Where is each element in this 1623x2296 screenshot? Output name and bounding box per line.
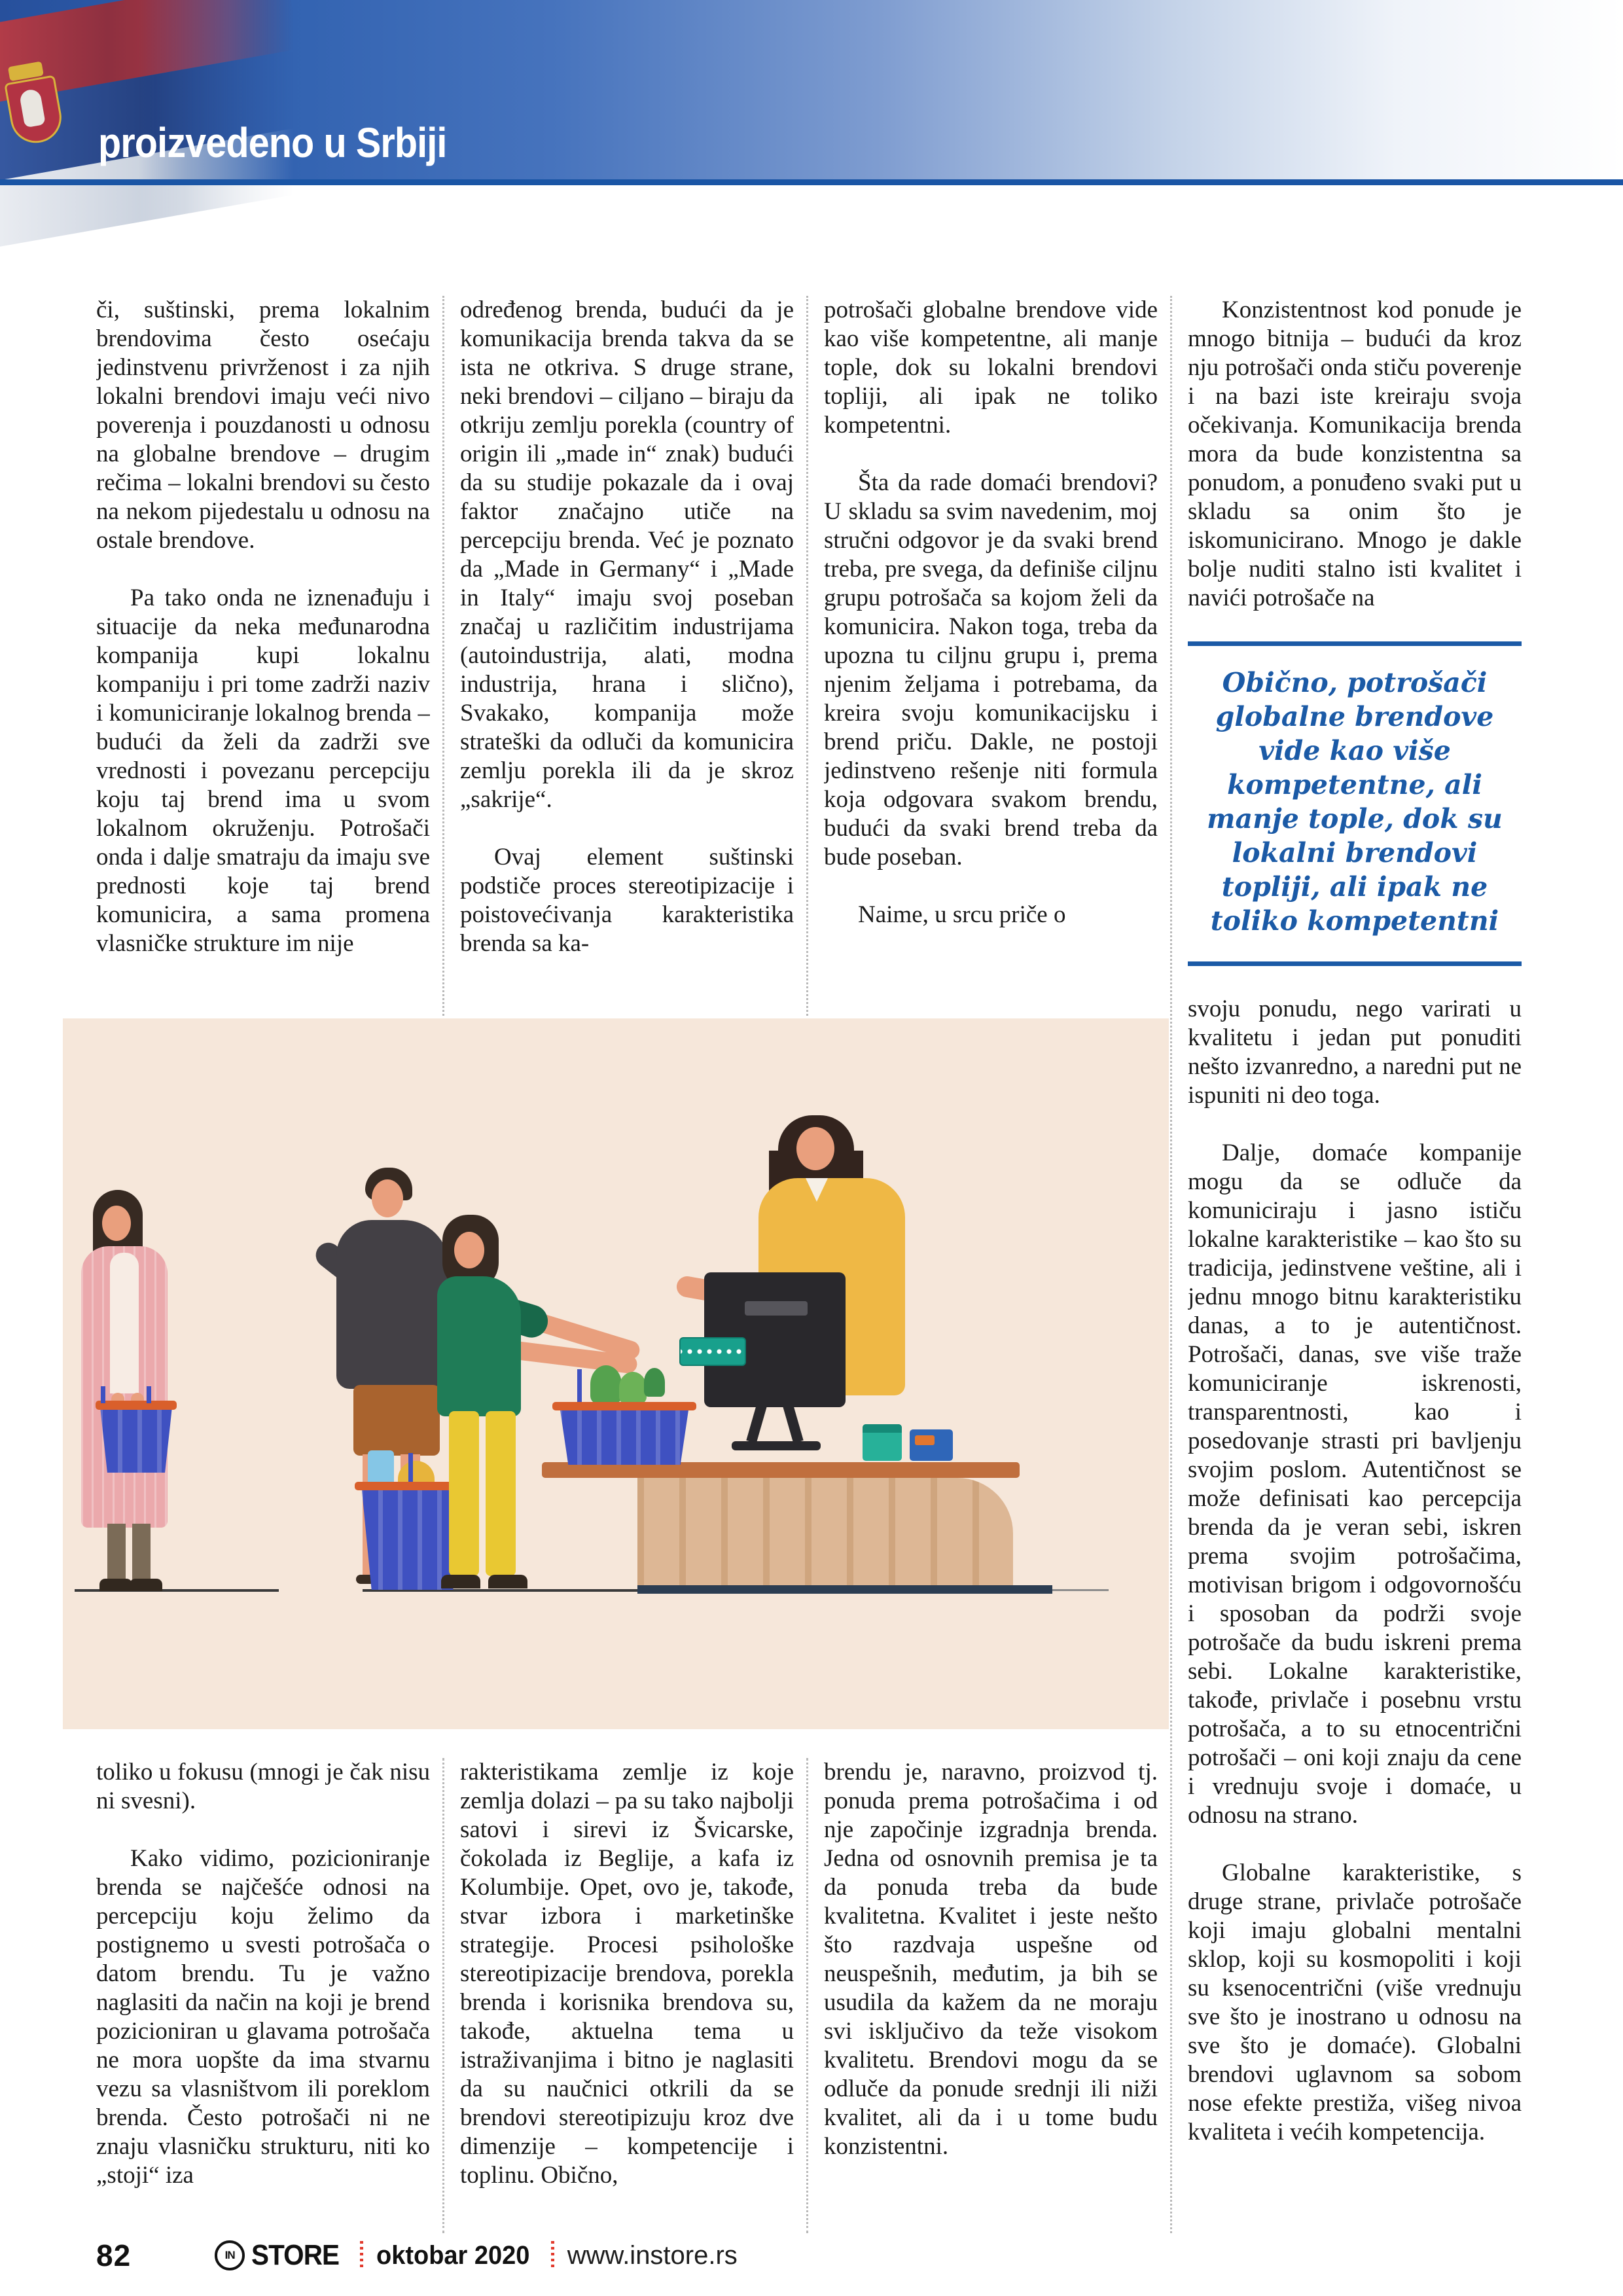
column-divider xyxy=(806,1758,808,2233)
paragraph: Globalne karakteristike, s druge strane, privlače potrošače koji imaju globalni mentalni sklop, koji su kosmopoliti i koji su ksenocentrični (više vrednuju sve što je inostrano u odnosu na sve što je domaće). Globalni brendovi uglavnom sa sobom nose efekte prestiža, višeg nivoa kvaliteta i većih kompetencija. xyxy=(1188,1859,1522,2145)
column-2-top xyxy=(460,296,794,1016)
paragraph: Konzistentnost kod ponude je mnogo bitnija – budući da kroz nju potrošači onda stiču poverenje i na bazi iste kreiraju svoja očekivanja. Komunikacija brenda mora da bude konzistentna sa ponudom, a ponuđeno svaki put u skladu sa onim što je iskomunicirano. Mnogo je dakle bolje nuditi stalno isti kvalitet i navići potrošače na xyxy=(1188,296,1522,611)
paragraph: či, suštinski, prema lokalnim brendovima često osećaju jedinstvenu privrženost i za njih lokalni brendovi imaju veći nivo poverenja i pouzdanosti u odnosu na globalne brendove – drugim rečima – lokalni brendovi su često na nekom pijedestalu u odnosu na ostale brendove. xyxy=(96,296,430,554)
shopping-basket xyxy=(558,1410,691,1465)
monitor-base xyxy=(732,1441,821,1450)
column-1-bottom xyxy=(96,1758,430,2233)
column-divider xyxy=(806,296,808,1016)
column-divider xyxy=(442,1758,444,2233)
paragraph: određenog brenda, budući da je komunikacija brenda takva da se ista ne otkriva. S druge strane, neki brendovi – ciljano – biraju da otkriju zemlju porekla (country of origin ili „made in“ znak) budući da su studije pokazale da i ovaj faktor značajno utiče na percepciju brenda. Već je poznato da „Made in Germany“ i „Made in Italy“ imaju svoj poseban značaj u različitim industrijama (autoindustrija, alati, modna industrija, hrana i slično), Svakako, kompanija može strateški da odluči da komunicira zemlju porekla ili da je skroz „sakrije“. xyxy=(460,296,794,813)
product-box-teal xyxy=(863,1424,902,1461)
monitor-slot xyxy=(745,1301,808,1316)
instore-logo xyxy=(215,2239,347,2272)
shirt xyxy=(110,1253,139,1393)
paragraph: Dalje, domaće kompanije mogu da se odluče da komuniciraju i jasno ističu lokalne karakteristike – kao što su tradicija, jedinstvene veštine, ali i jednu mnogo bitnu karakteristiku danas, a to je autentičnost. Potrošači, danas, sve više traže komuniciranje iskrenosti, transparentnosti, kao i posedovanje strasti pri bavljenju svojim poslom. Autentičnost se može definisati kao percepcija brenda da je veran sebi, iskren prema svojim potrošačima, motivisan brigom i odgovornošću i sposoban da podrži svoje potrošače da budu iskreni prema sebi. Lokalne karakteristike, takođe, privlače i posebnu vrstu potrošača, a to su etnocentrični potrošači – oni koji znaju da cene i vrednuju svoje i domaće, u odnosu na strano. xyxy=(1188,1139,1522,1829)
basket-handle xyxy=(577,1369,582,1403)
head xyxy=(102,1206,131,1241)
shopper-pink-woman xyxy=(81,1190,219,1591)
column-3-bottom xyxy=(824,1758,1158,2233)
paragraph: Pa tako onda ne iznenađuju i situacije da neka međunarodna kompanija kupi lokalnu kompaniju i pri tome zadrži naziv i komuniciranje lokalnog brenda – budući da želi da zadrži sve vrednosti i povezanu percepciju koju taj brend ima u svom lokalnom okruženju. Potrošači onda i dalje smatraju da imaju sve prednosti koje taj brend komunicira, a sama promena vlasničke strukture im nije xyxy=(96,584,430,957)
paragraph: Šta da rade domaći brendovi? U skladu sa svim navedenim, moj stručni odgovor je da svaki brend treba, pre svega, da definiše ciljnu grupu potrošača sa kojom želi da komunicira. Nakon toga, treba da upozna tu ciljnu grupu i, prema njenim željama i potrebama, da kreira svoju komunikacijsku i brend priču. Dakle, ne postoji jedinstveno rešenje niti formula koja odgovara svakom brendu, budući da svaki brend treba da bude poseban. xyxy=(824,469,1158,870)
paragraph: toliko u fokusu (mnogi je čak nisu ni svesni). xyxy=(96,1759,430,1814)
basket-handle xyxy=(147,1386,151,1403)
paragraph: Kako vidimo, pozicioniranje brenda se najčešće odnosi na percepciju koju želimo da postignemo u svesti potrošača o datom brendu. Tu je važno naglasiti da način na koji je brend pozicioniran u glavama potrošača ne mora uopšte da ima stvarnu vezu sa vlasništvom ili poreklom brenda. Često potrošači ni ne znaju vlasničku strukturu, niti ko „stoji“ iza xyxy=(96,1845,430,2189)
paragraph: rakteristikama zemlje iz koje zemlja dolazi – pa su tako najbolji satovi i sirevi iz Švicarske, čokolada iz Beglije, a kafa iz Kolumbije. Opet, ovo je, takođe, stvar izbora i marketinške strategije. Procesi psihološke stereotipizacije brendova, porekla brenda i korisnika brendova su, takođe, aktuelna tema u istraživanjima i bitno je naglasiti da su naučnici otkrili da se brendovi stereotipizuju kroz dve dimenzije – kompetencije i toplinu. Obično, xyxy=(460,1759,794,2189)
head xyxy=(372,1179,403,1217)
issue-date: oktobar 2020 xyxy=(376,2240,530,2270)
plant xyxy=(590,1365,622,1403)
red-dotted-separator xyxy=(360,2241,363,2270)
column-4 xyxy=(1188,296,1522,2233)
column-divider xyxy=(1170,296,1172,2233)
card-reader xyxy=(679,1337,746,1366)
paragraph: svoju ponudu, nego varirati u kvalitetu i jedan put ponuditi nešto izvanredno, a naredni put ne ispuniti ni deo toga. xyxy=(1188,996,1522,1109)
head xyxy=(796,1127,834,1170)
shoe xyxy=(441,1575,480,1588)
column-1-top xyxy=(96,296,430,1016)
product-box-blue xyxy=(910,1429,953,1461)
product-lid xyxy=(863,1424,902,1433)
green-shirt xyxy=(437,1276,521,1416)
paragraph: Ovaj element suštinski podstiče proces stereotipizacije i poistovećivanja karakteristika brenda sa ka- xyxy=(460,844,794,957)
pull-quote: Obično, potrošači globalne brendove vide kao više kompetentne, ali manje tople, dok su lokalni brendovi topliji, ali ipak ne toliko kompetentni xyxy=(1188,641,1522,966)
page-footer xyxy=(96,2238,738,2272)
red-dotted-separator xyxy=(551,2241,554,2270)
page-number: 82 xyxy=(96,2238,132,2272)
page-header xyxy=(0,0,1623,179)
basket-on-counter xyxy=(552,1365,696,1465)
checkout-counter xyxy=(637,1478,1013,1585)
website-url: www.instore.rs xyxy=(567,2240,738,2270)
leg xyxy=(107,1524,126,1580)
shoe xyxy=(99,1579,132,1591)
column-2-bottom xyxy=(460,1758,794,2233)
basket-handle xyxy=(408,1453,413,1483)
product-label xyxy=(915,1435,935,1445)
plant xyxy=(644,1368,665,1397)
leg xyxy=(486,1411,516,1576)
section-title: proizvedeno u Srbiji xyxy=(98,119,447,166)
counter-base xyxy=(637,1585,1052,1594)
paragraph: potrošači globalne brendove vide kao više kompetentne, ali manje tople, dok su lokalni brendovi topliji, ali ipak ne toliko kompetentni. xyxy=(824,296,1158,439)
column-divider xyxy=(442,296,444,1016)
column-3-top xyxy=(824,296,1158,1016)
paragraph: Naime, u srcu priče o xyxy=(858,901,1066,928)
basket-handle xyxy=(101,1386,105,1403)
plant xyxy=(619,1372,647,1403)
floor-line xyxy=(1052,1589,1109,1591)
leg xyxy=(132,1524,151,1580)
basket-rim xyxy=(96,1401,177,1410)
shopping-basket xyxy=(98,1410,174,1473)
store-wordmark: STORE xyxy=(251,2239,340,2271)
shoe xyxy=(488,1575,527,1588)
basket-rim xyxy=(552,1402,696,1410)
shoe xyxy=(130,1579,162,1591)
head xyxy=(454,1232,484,1268)
in-circle-icon: IN xyxy=(215,2240,245,2270)
checkout-illustration xyxy=(63,1018,1169,1729)
leg xyxy=(449,1411,479,1576)
header-rule xyxy=(0,179,1623,185)
paragraph: brendu je, naravno, proizvod tj. ponuda prema potrošačima i od nje započinje izgradnja brenda. Jedna od osnovnih premisa je ta da ponuda treba da bude kvalitetna. Kvalitet i jeste nešto što razdvaja uspešne od neuspešnih, međutim, ja bih se usudila da kažem da ne moraju svi isključivo da teže visokom kvalitetu. Brendovi mogu da se odluče da ponude srednji ili niži kvalitet, ali da i u tome budu konzistentni. xyxy=(824,1759,1158,2160)
